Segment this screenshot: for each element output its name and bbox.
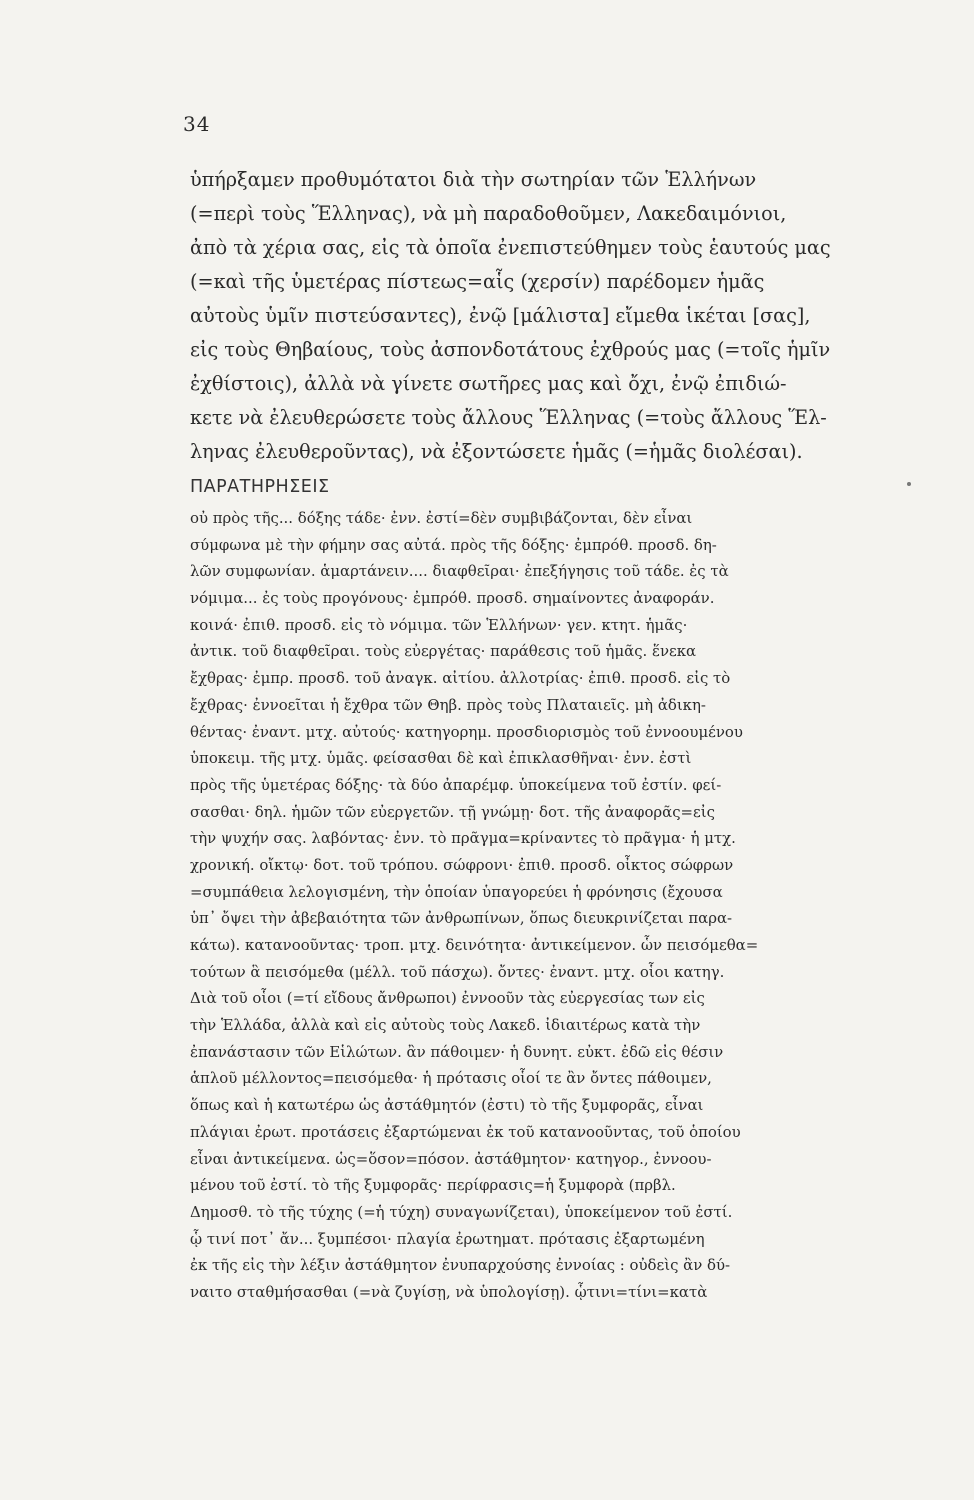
note-line: ὅπως καὶ ἡ κατωτέρω ὡς ἀστάθμητόν (ἐστι) τὸ τῆς ξυμφορᾶς, εἶναι (190, 1096, 704, 1115)
note-line: ναιτο σταθμήσασθαι (=νὰ ζυγίσῃ, νὰ ὑπολογίσῃ). ᾧτινι=τίνι=κατὰ (190, 1282, 708, 1301)
note-line: τούτων ἃ πεισόμεθα (μέλλ. τοῦ πάσχω). ὄντες· ἐναντ. μτχ. οἷοι κατηγ. (190, 962, 725, 981)
note-line: πλάγιαι ἐρωτ. προτάσεις ἐξαρτώμεναι ἐκ τοῦ κατανοοῦντας, τοῦ ὁποίου (190, 1122, 741, 1141)
main-text-line: κετε νὰ ἐλευθερώσετε τοὺς ἄλλους Ἕλληνας (=τοὺς ἄλλους Ἕλ- (190, 406, 827, 429)
note-line: ὑποκειμ. τῆς μτχ. ὑμᾶς. φείσασθαι δὲ καὶ ἐπικλασθῆναι· ἐνν. ἐστὶ (190, 749, 692, 768)
main-text-line: (=καὶ τῆς ὑμετέρας πίστεως=αἷς (χερσίν) παρέδομεν ἡμᾶς (190, 270, 765, 293)
section-heading: ΠΑΡΑΤΗΡΗΣΕΙΣ (190, 477, 330, 497)
note-line: οὐ πρὸς τῆς... δόξης τάδε· ἐνν. ἐστί=δὲν συμβιβάζονται, δὲν εἶναι (190, 509, 693, 527)
main-text-line: ἐχθίστοις), ἀλλὰ νὰ γίνετε σωτῆρες μας καὶ ὄχι, ἐνῷ ἐπιδιώ- (190, 372, 787, 395)
note-line: μένου τοῦ ἐστί. τὸ τῆς ξυμφορᾶς· περίφρασις=ἡ ξυμφορὰ (πρβλ. (190, 1176, 676, 1195)
note-line: ἔχθρας· ἐννοεῖται ἡ ἔχθρα τῶν Θηβ. πρὸς τοὺς Πλαταιεῖς. μὴ ἀδικη- (190, 695, 706, 714)
page-number: 34 (183, 112, 211, 136)
note-line: ἐπανάστασιν τῶν Εἱλώτων. ἂν πάθοιμεν· ἡ δυνητ. εὐκτ. ἐδῶ εἰς θέσιν (190, 1042, 724, 1061)
note-line: κοινά· ἐπιθ. προσδ. εἰς τὸ νόμιμα. τῶν Ἑλλήνων· γεν. κτητ. ἡμᾶς· (190, 615, 688, 634)
note-line: ἔχθρας· ἐμπρ. προσδ. τοῦ ἀναγκ. αἰτίου. ἀλλοτρίας· ἐπιθ. προσδ. εἰς τὸ (190, 669, 731, 688)
note-line: ἁπλοῦ μέλλοντος=πεισόμεθα· ἡ πρότασις οἷοί τε ἂν ὄντες πάθοιμεν, (190, 1069, 712, 1088)
note-line: εἶναι ἀντικείμενα. ὡς=ὅσον=πόσον. ἀστάθμητον· κατηγορ., ἐννοου- (190, 1149, 712, 1168)
note-line: σύμφωνα μὲ τὴν φήμην σας αὐτά. πρὸς τῆς δόξης· ἐμπρόθ. προσδ. δη- (190, 535, 717, 554)
main-text-line: εἰς τοὺς Θηβαίους, τοὺς ἀσπονδοτάτους ἐχθρούς μας (=τοῖς ἡμῖν (190, 338, 831, 361)
print-speck (907, 482, 911, 486)
note-line: λῶν συμφωνίαν. ἁμαρτάνειν.... διαφθεῖραι· ἐπεξήγησις τοῦ τάδε. ἐς τὰ (190, 562, 729, 581)
note-line: ᾧ τινί ποτ᾽ ἄν... ξυμπέσοι· πλαγία ἐρωτηματ. πρότασις ἐξαρτωμένη (190, 1229, 705, 1248)
main-text-line: ληνας ἐλευθεροῦντας), νὰ ἐξοντώσετε ἡμᾶς (=ἡμᾶς διολέσαι). (190, 440, 803, 463)
note-line: τὴν ψυχήν σας. λαβόντας· ἐνν. τὸ πρᾶγμα=κρίναντες τὸ πρᾶγμα· ἡ μτχ. (190, 829, 736, 848)
main-text (190, 163, 930, 469)
note-line: Διὰ τοῦ οἷοι (=τί εἴδους ἄνθρωποι) ἐννοοῦν τὰς εὐεργεσίας των εἰς (190, 989, 705, 1008)
note-line: Δημοσθ. τὸ τῆς τύχης (=ἡ τύχη) συναγωνίζεται), ὑποκείμενον τοῦ ἐστί. (190, 1202, 733, 1221)
notes-block (190, 505, 930, 1306)
note-line: κάτω). κατανοοῦντας· τροπ. μτχ. δεινότητα· ἀντικείμενον. ὧν πεισόμεθα= (190, 936, 759, 954)
main-text-line: ὑπήρξαμεν προθυμότατοι διὰ τὴν σωτηρίαν τῶν Ἑλλήνων (190, 168, 757, 191)
note-line: τὴν Ἑλλάδα, ἀλλὰ καὶ εἰς αὐτοὺς τοὺς Λακεδ. ἰδιαιτέρως κατὰ τὴν (190, 1016, 701, 1035)
note-line: νόμιμα... ἐς τοὺς προγόνους· ἐμπρόθ. προσδ. σημαίνοντες ἀναφοράν. (190, 589, 715, 608)
note-line: ἀντικ. τοῦ διαφθεῖραι. τοὺς εὐεργέτας· παράθεσις τοῦ ἡμᾶς. ἕνεκα (190, 642, 697, 661)
main-text-line: αὐτοὺς ὑμῖν πιστεύσαντες), ἐνῷ [μάλιστα] εἴμεθα ἱκέται [σας], (190, 304, 811, 327)
note-line: ὑπ᾽ ὄψει τὴν ἀβεβαιότητα τῶν ἀνθρωπίνων, ὅπως διευκρινίζεται παρα- (190, 909, 733, 928)
note-line: ἐκ τῆς εἰς τὴν λέξιν ἀστάθμητον ἐνυπαρχούσης ἐννοίας : οὐδεὶς ἂν δύ- (190, 1256, 731, 1275)
note-line: πρὸς τῆς ὑμετέρας δόξης· τὰ δύο ἀπαρέμφ. ὑποκείμενα τοῦ ἐστίν. φεί- (190, 775, 722, 794)
note-line: χρονική. οἴκτῳ· δοτ. τοῦ τρόπου. σώφρονι· ἐπιθ. προσδ. οἶκτος σώφρων (190, 855, 734, 874)
note-line: =συμπάθεια λελογισμένη, τὴν ὁποίαν ὑπαγορεύει ἡ φρόνησις (ἔχουσα (190, 882, 723, 901)
note-line: σασθαι· δηλ. ἡμῶν τῶν εὐεργετῶν. τῇ γνώμῃ· δοτ. τῆς ἀναφορᾶς=εἰς (190, 802, 715, 821)
main-text-line: ἀπὸ τὰ χέρια σας, εἰς τὰ ὁποῖα ἐνεπιστεύθημεν τοὺς ἑαυτούς μας (190, 236, 831, 259)
note-line: θέντας· ἐναντ. μτχ. αὐτούς· κατηγορημ. προσδιορισμὸς τοῦ ἐννοουμένου (190, 722, 743, 741)
main-text-line: (=περὶ τοὺς Ἕλληνας), νὰ μὴ παραδοθοῦμεν, Λακεδαιμόνιοι, (190, 202, 787, 225)
